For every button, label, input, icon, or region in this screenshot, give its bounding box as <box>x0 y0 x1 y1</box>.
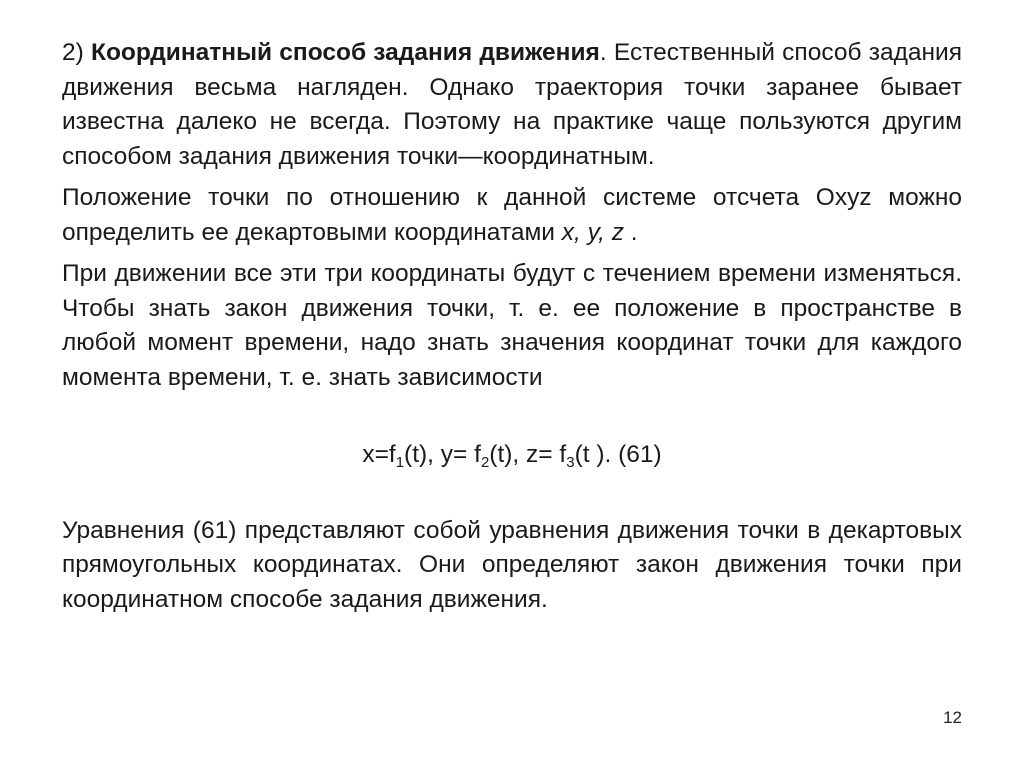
equation-61 <box>62 438 962 473</box>
slide-content <box>62 36 962 617</box>
paragraph1-text: Естественный способ задания движения весьма нагляден. Однако траектория точки заранее бывает известна далеко не всегда. Поэтому на практике чаще пользуются другим способом задания движения точки—координатным. <box>62 39 962 170</box>
paragraph3-text: При движении все эти три координаты будут с течением времени изменяться. Чтобы знать закон движения точки, т. е. ее положение в пространстве в любой момент времени, надо знать значения координат точки для каждого момента времени, т. е. знать зависимости <box>62 260 962 391</box>
formula-x-subscript: 1 <box>395 454 405 471</box>
formula-z-arg: (t ). (61) <box>574 441 662 468</box>
page-number: 12 <box>943 708 962 727</box>
formula-z-subscript: 3 <box>566 454 575 471</box>
paragraph-coordinate-method-intro <box>62 36 962 174</box>
cartesian-coordinates: x, y, z <box>561 218 624 246</box>
formula-y-subscript: 2 <box>480 454 490 471</box>
paragraph-coordinates-change <box>62 257 962 395</box>
section-number: 2) <box>62 39 84 66</box>
paragraph-equations-explanation <box>62 514 962 618</box>
section-heading: Координатный способ задания движения <box>91 39 600 66</box>
paragraph2-end: . <box>630 218 638 246</box>
formula-x-part: x=f <box>362 441 396 468</box>
formula-y-arg: (t), z= f <box>489 441 567 468</box>
paragraph-point-position <box>62 181 962 250</box>
formula-x-arg: (t), y= f <box>404 441 481 468</box>
paragraph2-text: Положение точки по отношению к данной системе отсчета Oxyz можно определить ее декартовыми координатами <box>62 184 962 246</box>
paragraph4-text: Уравнения (61) представляют собой уравнения движения точки в декартовых прямоугольных координатах. Они определяют закон движения точки при координатном способе задания движения. <box>62 516 962 613</box>
heading-period: . <box>599 39 607 66</box>
